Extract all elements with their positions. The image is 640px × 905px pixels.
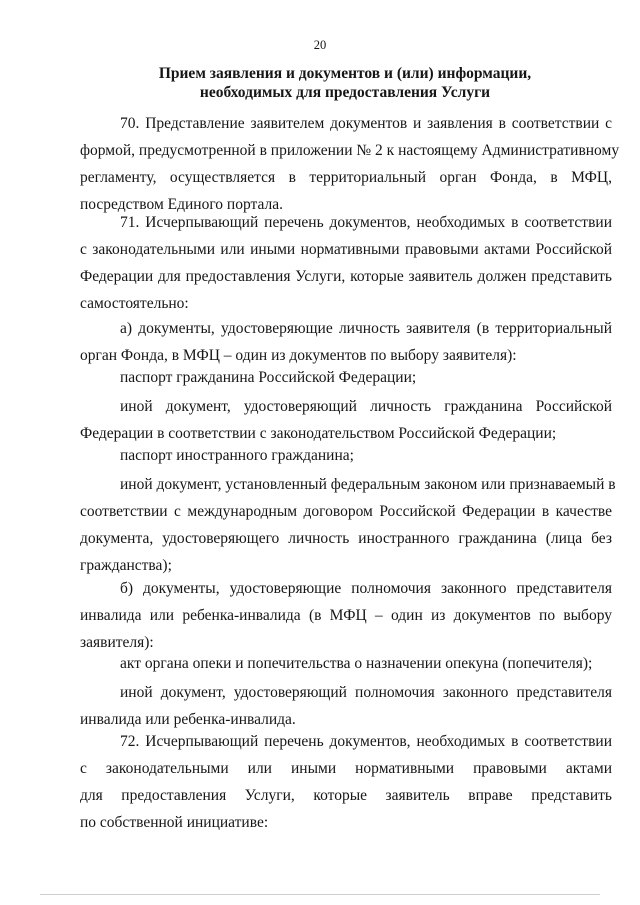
paragraph-line: иной документ, удостоверяющий полномочия законного представителя bbox=[120, 684, 612, 701]
paragraph-line: 71. Исчерпывающий перечень документов, необходимых в соответствии bbox=[120, 214, 612, 231]
guardian-act-line: акт органа опеки и попечительства о назначении опекуна (попечителя); bbox=[120, 655, 593, 672]
paragraph-line: 72. Исчерпывающий перечень документов, необходимых в соответствии bbox=[120, 733, 612, 750]
passport-foreign-line: паспорт иностранного гражданина; bbox=[120, 447, 354, 464]
paragraph-line: посредством Единого портала. bbox=[80, 196, 283, 213]
paragraph-line: иной документ, удостоверяющий личность гражданина Российской bbox=[120, 398, 612, 415]
paragraph-line: инвалида или ребенка-инвалида. bbox=[80, 711, 296, 728]
other-document-foreign bbox=[80, 471, 616, 579]
heading-line-2: необходимых для предоставления Услуги bbox=[199, 84, 491, 101]
section-heading bbox=[80, 64, 610, 102]
other-document-representative bbox=[80, 679, 612, 733]
page-bottom-edge bbox=[40, 894, 600, 895]
paragraph-line: б) документы, удостоверяющие полномочия законного представителя bbox=[120, 580, 612, 597]
paragraph-line: самостоятельно: bbox=[80, 295, 189, 312]
paragraph-line: 70. Представление заявителем документов и заявления в соответствии с bbox=[120, 115, 612, 132]
paragraph-line: заявителя): bbox=[80, 634, 154, 651]
paragraph-line: Федерации в соответствии с законодательством Российской Федерации; bbox=[80, 425, 557, 442]
paragraph-line: регламенту, осуществляется в территориальный орган Фонда, в МФЦ, bbox=[80, 169, 612, 186]
paragraph-line: гражданства); bbox=[80, 557, 172, 574]
paragraph-72 bbox=[80, 728, 612, 836]
page-number: 20 bbox=[313, 38, 327, 52]
paragraph-line: с законодательными или иными нормативными правовыми актами Российской bbox=[80, 241, 612, 258]
paragraph-70 bbox=[80, 110, 620, 218]
paragraph-line: с законодательными или иными нормативными правовыми актами bbox=[80, 760, 612, 777]
heading-line-1: Прием заявления и документов и (или) информации, bbox=[158, 65, 532, 82]
paragraph-line: по собственной инициативе: bbox=[80, 814, 269, 831]
paragraph-line: инвалида или ребенка-инвалида (в МФЦ – один из документов по выбору bbox=[80, 607, 612, 624]
paragraph-line: Федерации для предоставления Услуги, которые заявитель должен представить bbox=[80, 268, 612, 285]
paragraph-line: а) документы, удостоверяющие личность заявителя (в территориальный bbox=[120, 320, 612, 337]
paragraph-line: соответствии с международным договором Российской Федерации в качестве bbox=[80, 503, 612, 520]
paragraph-71 bbox=[80, 209, 612, 317]
other-document-citizen bbox=[80, 393, 612, 447]
passport-rf-line: паспорт гражданина Российской Федерации; bbox=[120, 369, 417, 386]
item-b bbox=[80, 575, 612, 656]
item-a bbox=[80, 315, 612, 369]
paragraph-line: документа, удостоверяющего личность иностранного гражданина (лица без bbox=[80, 530, 612, 547]
paragraph-line: иной документ, установленный федеральным законом или признаваемый в bbox=[120, 476, 616, 493]
paragraph-line: формой, предусмотренной в приложении № 2 к настоящему Административному bbox=[80, 142, 620, 159]
paragraph-line: орган Фонда, в МФЦ – один из документов по выбору заявителя): bbox=[80, 347, 517, 364]
paragraph-line: для предоставления Услуги, которые заявитель вправе представить bbox=[80, 787, 612, 804]
